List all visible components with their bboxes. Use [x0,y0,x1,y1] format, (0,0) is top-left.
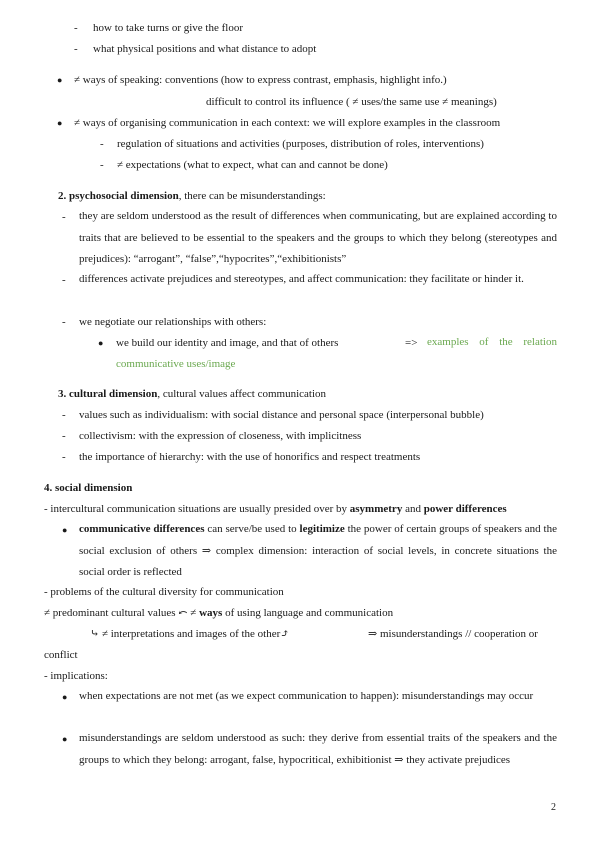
dash-marker: - [62,409,66,421]
list-item: what physical positions and what distance to adopt [93,43,317,55]
heading-label: 3. cultural dimension [58,388,158,400]
list-item: ≠ expectations (what to expect, what can and cannot be done) [117,159,388,171]
note-text: difficult to control its influence ( ≠ uses/the same use ≠ meanings) [206,96,497,108]
arrow-text: => [405,337,418,349]
dash-marker: - [74,43,78,55]
paragraph-line: ⇒ misunderstandings // cooperation or [368,628,538,640]
paragraph: differences activate prejudices and stereotypes, and affect communication: they facilitate or hinder it. [79,273,524,285]
dash-marker: - [62,316,66,328]
text-span: ≠ predominant cultural values ⤺ ≠ [44,607,200,619]
paragraph [79,519,557,584]
list-item: values such as individualism: with social distance and personal space (interpersonal bubble) [79,409,484,421]
section-heading [44,481,132,495]
heading-rest: , cultural values affect communication [157,388,327,400]
bold-term: ways [199,607,223,619]
dash-marker: - [62,430,66,442]
list-item: we build our identity and image, and that of others [116,337,339,349]
bullet-icon: ● [57,75,63,85]
paragraph-line: conflict [44,649,78,661]
bold-term: communicative differences [79,523,205,535]
list-item: we negotiate our relationships with others: [79,316,267,328]
list-item: regulation of situations and activities (purposes, distribution of roles, interventions) [117,138,484,150]
dash-marker: - [100,159,104,171]
list-item: ≠ ways of organising communication in each context: we will explore examples in the classroom [74,117,501,129]
bold-term: power differences [423,503,507,515]
bullet-icon: ● [62,525,68,535]
dash-marker: - [100,138,104,150]
paragraph-line: - problems of the cultural diversity for communication [44,586,284,598]
bullet-icon: ● [57,118,63,128]
dash-marker: - [62,211,66,223]
text-span: can serve/be used to [204,523,300,535]
list-item: collectivism: with the expression of closeness, with implicitness [79,430,362,442]
dash-marker: - [62,274,66,286]
heading-label: 2. psychosocial dimension [58,190,179,202]
list-item: ≠ ways of speaking: conventions (how to express contrast, emphasis, highlight info.) [74,74,447,86]
examples-link[interactable]: examples of the relation communicative uses/image [116,336,557,370]
paragraph-line [44,606,393,620]
bullet-icon: ● [98,338,104,348]
heading-rest: , there can be misunderstandings: [178,190,326,202]
bullet-icon: ● [62,692,68,702]
text-span: - intercultural communication situations are usually presided over by [44,503,350,515]
paragraph-line [44,502,507,516]
paragraph-line: - implications: [44,670,108,682]
dash-marker: - [74,22,78,34]
paragraph: misunderstandings are seldom understood as such: they derive from essential traits of the speakers and the groups to which they belong: arrogant, false, hypocritical, exhibitionist ⇒ they activate prejudices [79,732,557,766]
section-heading [58,387,326,401]
section-heading [58,189,326,203]
list-item: the importance of hierarchy: with the use of honorifics and respect treatments [79,451,421,463]
text-span: and [402,503,424,515]
list-item: how to take turns or give the floor [93,22,243,34]
paragraph-line: ⤷ ≠ interpretations and images of the other⤴ [90,628,290,640]
dash-marker: - [62,451,66,463]
text-span: the power of certain groups of speakers and the social exclusion of others ⇒ complex dimension: interaction of social levels, in concrete situations the social order is reflected [79,523,557,578]
bold-term: legitimize [299,523,345,535]
bullet-icon: ● [62,734,68,744]
bold-term: asymmetry [349,503,403,515]
page-number: 2 [551,802,556,813]
heading-label: 4. social dimension [44,482,133,494]
paragraph: they are seldom understood as the result of differences when communicating, but are explained according to traits that are believed to be essential to the speakers and the groups to which they belong (stereotypes and prejudices): “arrogant”, “false”,“hypocrites”,“exhibitionists” [79,210,557,265]
text-span: of using language and communication [222,607,394,619]
paragraph: when expectations are not met (as we expect communication to happen): misunderstandings may occur [79,690,534,702]
